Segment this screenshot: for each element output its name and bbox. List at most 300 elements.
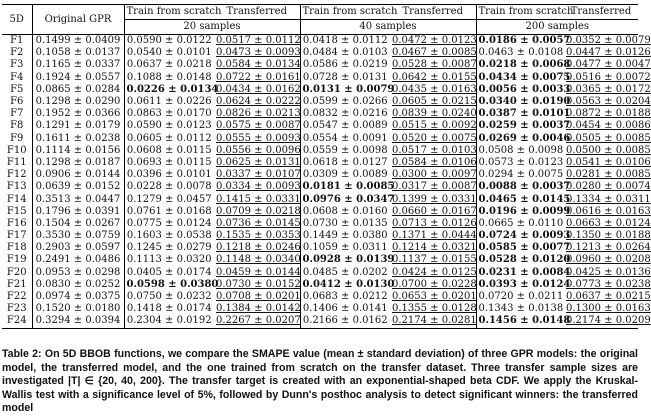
transferred-20-cell bbox=[214, 242, 300, 254]
smape-value: 0.0334 ± 0.0093 bbox=[216, 181, 301, 193]
transferred-200-cell bbox=[564, 181, 651, 193]
scratch-40-cell bbox=[300, 230, 390, 242]
transferred-200-cell bbox=[564, 217, 651, 230]
scratch-200-cell bbox=[476, 35, 571, 48]
scratch-20-cell bbox=[124, 108, 214, 120]
transferred-20-cell bbox=[214, 279, 300, 291]
smape-value: 0.0269 ± 0.0046 bbox=[478, 132, 571, 144]
scratch-20-cell bbox=[124, 291, 214, 303]
transferred-40-cell bbox=[390, 242, 476, 254]
smape-value: 0.0434 ± 0.0162 bbox=[216, 83, 301, 95]
smape-value: 0.0976 ± 0.0347 bbox=[302, 193, 395, 205]
transferred-200-cell bbox=[564, 144, 651, 157]
smape-value: 0.0317 ± 0.0087 bbox=[392, 181, 477, 193]
smape-value: 0.0352 ± 0.0079 bbox=[566, 35, 651, 47]
scratch-200-cell bbox=[476, 169, 564, 181]
transferred-20-cell bbox=[214, 72, 300, 84]
transferred-40-cell bbox=[390, 47, 476, 59]
transferred-200-cell bbox=[564, 120, 651, 132]
table-row bbox=[2, 133, 638, 145]
smape-value: 0.0653 ± 0.0201 bbox=[392, 291, 477, 303]
smape-value: 0.1371 ± 0.0444 bbox=[392, 230, 477, 242]
smape-value: 0.0231 ± 0.0084 bbox=[478, 266, 571, 278]
transferred-20-cell bbox=[214, 84, 300, 96]
smape-value: 0.0556 ± 0.0096 bbox=[216, 144, 301, 156]
smape-value: 0.0228 ± 0.0078 bbox=[126, 181, 212, 193]
scratch-200-cell bbox=[476, 266, 571, 279]
scratch-40-cell bbox=[300, 181, 395, 193]
transferred-200-cell bbox=[564, 83, 651, 96]
table-row bbox=[2, 291, 638, 303]
smape-value: 0.0584 ± 0.0134 bbox=[216, 59, 301, 71]
transferred-200-cell bbox=[564, 169, 651, 181]
scratch-200-cell bbox=[476, 132, 571, 145]
group-40-samples: 40 samples bbox=[300, 20, 476, 35]
function-label: F1 bbox=[10, 35, 24, 47]
smape-value: 0.0616 ± 0.0163 bbox=[566, 205, 651, 217]
scratch-header-20: Train from scratch bbox=[124, 5, 214, 20]
smape-value: 0.0660 ± 0.0167 bbox=[392, 205, 477, 217]
smape-value: 0.1355 ± 0.0128 bbox=[392, 303, 477, 315]
table-row bbox=[2, 84, 638, 96]
transferred-20-cell bbox=[214, 120, 300, 132]
scratch-40-cell bbox=[300, 72, 390, 84]
smape-value: 0.0259 ± 0.0037 bbox=[478, 120, 571, 132]
smape-value: 0.1399 ± 0.0331 bbox=[392, 193, 477, 205]
table-row bbox=[2, 181, 638, 193]
table-caption: Table 2: On 5D BBOB functions, we compare the SMAPE value (mean ± standard deviation) of three GPR models: the original model, the transferred model, and the one trained from scratch on the transfer dataset. Three transfer sample sizes are investigated |T| ∈ {20, 40, 200}. The transfer target is created with an exponential-shaped beta CDF. We apply the Kruskal-Wallis test with a significance level of 5%, followed by Dunn's posthoc analysis to detect significant winners: the transferred model bbox=[2, 348, 638, 414]
function-label: F17 bbox=[6, 230, 27, 242]
transferred-20-cell bbox=[214, 47, 300, 59]
smape-value: 0.0473 ± 0.0093 bbox=[216, 47, 301, 59]
smape-value: 0.1456 ± 0.0148 bbox=[478, 315, 571, 327]
smape-value: 0.1415 ± 0.0331 bbox=[216, 193, 301, 205]
original-gpr-cell: 0.3530 ± 0.0759 bbox=[32, 230, 124, 242]
transferred-200-cell bbox=[564, 303, 651, 315]
original-gpr-cell: 0.1611 ± 0.0238 bbox=[32, 133, 124, 145]
scratch-20-cell bbox=[124, 169, 214, 181]
smape-value: 0.0196 ± 0.0099 bbox=[478, 205, 571, 217]
smape-value: 0.0724 ± 0.0093 bbox=[478, 230, 571, 242]
scratch-40-cell bbox=[300, 193, 395, 205]
smape-value: 0.0337 ± 0.0107 bbox=[216, 169, 301, 181]
function-label: F7 bbox=[10, 108, 24, 120]
original-gpr-cell: 0.1952 ± 0.0366 bbox=[32, 108, 124, 120]
smape-value: 0.1406 ± 0.0141 bbox=[302, 303, 388, 315]
smape-value: 0.1603 ± 0.0538 bbox=[126, 230, 212, 242]
smape-value: 0.0608 ± 0.0160 bbox=[302, 205, 388, 217]
scratch-200-cell bbox=[476, 108, 571, 120]
scratch-20-cell bbox=[124, 181, 214, 193]
transferred-20-cell bbox=[214, 35, 300, 48]
original-gpr-cell: 0.1520 ± 0.0180 bbox=[32, 303, 124, 315]
transferred-200-cell bbox=[564, 291, 651, 303]
smape-value: 0.0730 ± 0.0152 bbox=[216, 278, 301, 290]
smape-value: 0.0365 ± 0.0172 bbox=[566, 83, 651, 95]
smape-value: 0.1148 ± 0.0340 bbox=[216, 254, 301, 266]
smape-value: 0.0736 ± 0.0145 bbox=[216, 217, 301, 229]
smape-value: 0.0540 ± 0.0101 bbox=[126, 47, 212, 59]
smape-value: 0.0554 ± 0.0091 bbox=[302, 132, 388, 144]
transferred-200-cell bbox=[564, 266, 651, 279]
smape-value: 0.0750 ± 0.0232 bbox=[126, 291, 212, 303]
table-row bbox=[2, 193, 638, 205]
smape-value: 0.0294 ± 0.0075 bbox=[478, 169, 564, 181]
table-body bbox=[2, 35, 651, 329]
smape-value: 0.0872 ± 0.0188 bbox=[566, 108, 651, 120]
smape-value: 0.0624 ± 0.0222 bbox=[216, 96, 301, 108]
scratch-20-cell bbox=[124, 303, 214, 315]
function-label: F12 bbox=[6, 169, 27, 181]
smape-value: 0.0309 ± 0.0089 bbox=[302, 169, 388, 181]
original-gpr-cell: 0.3513 ± 0.0447 bbox=[32, 193, 124, 205]
smape-value: 0.0605 ± 0.0215 bbox=[392, 96, 477, 108]
transferred-40-cell bbox=[390, 218, 476, 230]
smape-value: 0.0425 ± 0.0136 bbox=[566, 266, 651, 278]
transferred-200-cell bbox=[564, 205, 651, 218]
original-gpr-cell: 0.1298 ± 0.0187 bbox=[32, 157, 124, 169]
scratch-40-cell bbox=[300, 47, 390, 59]
transferred-20-cell bbox=[214, 206, 300, 218]
original-gpr-cell: 0.1058 ± 0.0137 bbox=[32, 47, 124, 59]
scratch-200-cell bbox=[476, 218, 564, 230]
scratch-20-cell bbox=[124, 59, 214, 71]
transferred-200-cell bbox=[564, 315, 651, 328]
transferred-20-cell bbox=[214, 108, 300, 120]
transferred-20-cell bbox=[214, 193, 300, 205]
scratch-200-cell bbox=[476, 157, 564, 169]
smape-value: 0.0713 ± 0.0126 bbox=[392, 217, 477, 229]
smape-value: 0.0463 ± 0.0108 bbox=[478, 47, 564, 59]
function-label: F14 bbox=[6, 193, 27, 205]
scratch-200-cell bbox=[476, 96, 571, 108]
function-label: F3 bbox=[10, 59, 24, 71]
transferred-200-cell bbox=[564, 278, 651, 291]
smape-value: 0.0728 ± 0.0131 bbox=[302, 71, 388, 83]
smape-value: 0.0730 ± 0.0135 bbox=[302, 217, 388, 229]
original-gpr-cell: 0.1165 ± 0.0337 bbox=[32, 59, 124, 71]
smape-value: 0.0484 ± 0.0103 bbox=[302, 47, 388, 59]
smape-value: 0.0839 ± 0.0240 bbox=[392, 108, 477, 120]
smape-value: 0.0505 ± 0.0085 bbox=[566, 132, 651, 144]
smape-value: 0.0700 ± 0.0228 bbox=[392, 278, 477, 290]
transferred-40-cell bbox=[390, 230, 476, 242]
smape-value: 0.2267 ± 0.0207 bbox=[216, 315, 301, 327]
original-gpr-cell: 0.0639 ± 0.0152 bbox=[32, 181, 124, 193]
smape-value: 0.0547 ± 0.0089 bbox=[302, 120, 388, 132]
scratch-200-cell bbox=[476, 47, 564, 59]
table-row bbox=[2, 169, 638, 181]
smape-value: 0.0412 ± 0.0130 bbox=[302, 278, 395, 290]
scratch-20-cell bbox=[124, 133, 214, 145]
original-gpr-cell: 0.3294 ± 0.0394 bbox=[32, 315, 124, 328]
smape-value: 0.1535 ± 0.0353 bbox=[216, 230, 301, 242]
scratch-20-cell bbox=[124, 218, 214, 230]
function-label: F8 bbox=[10, 120, 24, 132]
scratch-200-cell bbox=[476, 181, 571, 193]
scratch-200-cell bbox=[476, 303, 564, 315]
transferred-20-cell bbox=[214, 169, 300, 181]
smape-value: 0.0708 ± 0.0201 bbox=[216, 291, 301, 303]
smape-value: 0.0387 ± 0.0101 bbox=[478, 108, 571, 120]
group-20-samples: 20 samples bbox=[124, 20, 300, 35]
smape-value: 0.0826 ± 0.0213 bbox=[216, 108, 301, 120]
smape-value: 0.0832 ± 0.0216 bbox=[302, 108, 388, 120]
smape-value: 0.2166 ± 0.0162 bbox=[302, 315, 388, 327]
transferred-40-cell bbox=[390, 303, 476, 315]
smape-value: 0.0477 ± 0.0047 bbox=[566, 59, 651, 71]
transferred-40-cell bbox=[390, 35, 476, 48]
function-label: F4 bbox=[10, 71, 24, 83]
scratch-20-cell bbox=[124, 145, 214, 157]
original-gpr-cell: 0.1504 ± 0.0267 bbox=[32, 218, 124, 230]
smape-value: 0.0434 ± 0.0075 bbox=[478, 71, 571, 83]
function-label: F15 bbox=[6, 205, 27, 217]
smape-value: 0.1418 ± 0.0174 bbox=[126, 303, 212, 315]
transferred-20-cell bbox=[214, 133, 300, 145]
table-row bbox=[2, 218, 638, 230]
scratch-header-200: Train from scratch bbox=[476, 5, 564, 20]
smape-value: 0.0454 ± 0.0086 bbox=[566, 120, 651, 132]
scratch-40-cell bbox=[300, 157, 390, 169]
transferred-40-cell bbox=[390, 315, 476, 328]
scratch-20-cell bbox=[124, 278, 219, 291]
smape-value: 0.0396 ± 0.0101 bbox=[126, 169, 212, 181]
smape-value: 0.1300 ± 0.0163 bbox=[566, 303, 651, 315]
function-label: F20 bbox=[6, 266, 27, 278]
table-row bbox=[2, 108, 638, 120]
smape-value: 0.0517 ± 0.0103 bbox=[392, 144, 477, 156]
scratch-40-cell bbox=[300, 120, 390, 132]
smape-value: 0.0720 ± 0.0211 bbox=[478, 291, 564, 303]
transferred-40-cell bbox=[390, 169, 476, 181]
smape-value: 0.1088 ± 0.0148 bbox=[126, 71, 212, 83]
transferred-200-cell bbox=[564, 132, 651, 145]
transferred-200-cell bbox=[564, 230, 651, 242]
table-row bbox=[2, 303, 638, 315]
group-200-samples: 200 samples bbox=[476, 20, 638, 35]
smape-value: 0.0863 ± 0.0170 bbox=[126, 108, 212, 120]
table-row bbox=[2, 35, 638, 48]
scratch-200-cell bbox=[476, 71, 571, 84]
smape-value: 0.0515 ± 0.0092 bbox=[392, 120, 477, 132]
scratch-40-cell bbox=[300, 254, 395, 266]
smape-value: 0.1334 ± 0.0311 bbox=[566, 193, 651, 205]
smape-value: 0.1343 ± 0.0138 bbox=[478, 303, 564, 315]
smape-value: 0.1384 ± 0.0142 bbox=[216, 303, 301, 315]
smape-value: 0.0773 ± 0.0238 bbox=[566, 278, 651, 290]
function-label: F22 bbox=[6, 291, 27, 303]
transferred-20-cell bbox=[214, 267, 300, 279]
smape-value: 0.0775 ± 0.0124 bbox=[126, 217, 212, 229]
original-gpr-cell: 0.0953 ± 0.0298 bbox=[32, 267, 124, 279]
scratch-20-cell bbox=[124, 47, 214, 59]
smape-value: 0.0131 ± 0.0079 bbox=[302, 83, 395, 95]
transferred-40-cell bbox=[390, 84, 476, 96]
original-gpr-cell: 0.1499 ± 0.0409 bbox=[32, 35, 124, 48]
scratch-200-cell bbox=[476, 83, 571, 96]
smape-value: 0.0300 ± 0.0097 bbox=[392, 169, 477, 181]
scratch-40-cell bbox=[300, 35, 390, 48]
smape-value: 0.0590 ± 0.0122 bbox=[126, 35, 212, 47]
smape-value: 0.0424 ± 0.0125 bbox=[392, 266, 477, 278]
smape-value: 0.1137 ± 0.0155 bbox=[392, 254, 477, 266]
table-row bbox=[2, 47, 638, 59]
original-gpr-cell: 0.1796 ± 0.0391 bbox=[32, 206, 124, 218]
transferred-20-cell bbox=[214, 230, 300, 242]
scratch-20-cell bbox=[124, 254, 214, 266]
scratch-40-cell bbox=[300, 133, 390, 145]
smape-value: 0.0584 ± 0.0106 bbox=[392, 156, 477, 168]
smape-value: 0.0663 ± 0.0124 bbox=[566, 217, 651, 229]
scratch-20-cell bbox=[124, 315, 214, 328]
original-gpr-cell: 0.2903 ± 0.0597 bbox=[32, 242, 124, 254]
transferred-header-200: Transferred bbox=[564, 5, 638, 20]
scratch-20-cell bbox=[124, 83, 219, 96]
transferred-20-cell bbox=[214, 218, 300, 230]
smape-value: 0.0447 ± 0.0126 bbox=[566, 47, 651, 59]
smape-value: 0.0608 ± 0.0115 bbox=[126, 144, 212, 156]
transferred-200-cell bbox=[564, 96, 651, 108]
smape-value: 0.1059 ± 0.0311 bbox=[302, 242, 388, 254]
smape-value: 0.0563 ± 0.0204 bbox=[566, 96, 651, 108]
scratch-20-cell bbox=[124, 120, 214, 132]
transferred-20-cell bbox=[214, 181, 300, 193]
smape-value: 0.0618 ± 0.0127 bbox=[302, 156, 388, 168]
smape-value: 0.0625 ± 0.0131 bbox=[216, 156, 301, 168]
smape-value: 0.0590 ± 0.0123 bbox=[126, 120, 212, 132]
original-gpr-cell: 0.2491 ± 0.0486 bbox=[32, 254, 124, 266]
table-row bbox=[2, 145, 638, 157]
smape-value: 0.0517 ± 0.0112 bbox=[216, 35, 301, 47]
scratch-header-40: Train from scratch bbox=[300, 5, 390, 20]
transferred-header-40: Transferred bbox=[390, 5, 476, 20]
smape-value: 0.0573 ± 0.0123 bbox=[478, 156, 564, 168]
scratch-200-cell bbox=[476, 315, 571, 328]
smape-value: 0.0186 ± 0.0057 bbox=[478, 35, 571, 47]
function-label: F21 bbox=[6, 278, 27, 290]
scratch-40-cell bbox=[300, 96, 390, 108]
transferred-40-cell bbox=[390, 108, 476, 120]
scratch-20-cell bbox=[124, 96, 214, 108]
smape-value: 0.0500 ± 0.0085 bbox=[566, 144, 651, 156]
table-row bbox=[2, 157, 638, 169]
smape-value: 0.0405 ± 0.0174 bbox=[126, 266, 212, 278]
smape-value: 0.0218 ± 0.0068 bbox=[478, 59, 571, 71]
smape-value: 0.0722 ± 0.0161 bbox=[216, 71, 301, 83]
function-label: F9 bbox=[10, 132, 24, 144]
original-gpr-cell: 0.1924 ± 0.0557 bbox=[32, 72, 124, 84]
scratch-40-cell bbox=[300, 218, 390, 230]
smape-value: 0.0637 ± 0.0215 bbox=[566, 291, 651, 303]
transferred-20-cell bbox=[214, 291, 300, 303]
table-row bbox=[2, 72, 638, 84]
transferred-40-cell bbox=[390, 120, 476, 132]
scratch-40-cell bbox=[300, 278, 395, 291]
smape-value: 0.0599 ± 0.0266 bbox=[302, 96, 388, 108]
table-row bbox=[2, 267, 638, 279]
smape-value: 0.1113 ± 0.0320 bbox=[126, 254, 212, 266]
smape-value: 0.0418 ± 0.0112 bbox=[302, 35, 388, 47]
scratch-200-cell bbox=[476, 120, 571, 132]
scratch-200-cell bbox=[476, 278, 571, 291]
transferred-20-cell bbox=[214, 254, 300, 266]
transferred-200-cell bbox=[564, 59, 651, 71]
table-row bbox=[2, 96, 638, 108]
function-label: F19 bbox=[6, 254, 27, 266]
original-gpr-cell: 0.0906 ± 0.0144 bbox=[32, 169, 124, 181]
smape-value: 0.0665 ± 0.0110 bbox=[478, 217, 564, 229]
scratch-20-cell bbox=[124, 35, 214, 48]
table-row bbox=[2, 206, 638, 218]
transferred-40-cell bbox=[390, 193, 476, 205]
smape-value: 0.0435 ± 0.0163 bbox=[392, 83, 477, 95]
scratch-200-cell bbox=[476, 205, 571, 218]
function-label: F23 bbox=[6, 303, 27, 315]
table-row bbox=[2, 315, 638, 328]
scratch-40-cell bbox=[300, 291, 390, 303]
smape-value: 0.0586 ± 0.0219 bbox=[302, 59, 388, 71]
smape-value: 0.2174 ± 0.0281 bbox=[392, 315, 477, 327]
smape-value: 0.0555 ± 0.0093 bbox=[216, 132, 301, 144]
smape-value: 0.0605 ± 0.0112 bbox=[126, 132, 212, 144]
scratch-20-cell bbox=[124, 72, 214, 84]
transferred-40-cell bbox=[390, 145, 476, 157]
function-label: F24 bbox=[2, 315, 32, 328]
transferred-40-cell bbox=[390, 267, 476, 279]
function-label: F10 bbox=[6, 144, 27, 156]
smape-value: 0.1279 ± 0.0457 bbox=[126, 193, 212, 205]
transferred-200-cell bbox=[564, 47, 651, 59]
smape-value: 0.0472 ± 0.0123 bbox=[392, 35, 477, 47]
scratch-20-cell bbox=[124, 206, 214, 218]
transferred-200-cell bbox=[564, 242, 651, 254]
transferred-200-cell bbox=[564, 71, 651, 84]
smape-value: 0.1214 ± 0.0321 bbox=[392, 242, 477, 254]
smape-value: 0.0340 ± 0.0190 bbox=[478, 96, 571, 108]
original-gpr-header: Original GPR bbox=[32, 5, 124, 35]
scratch-200-cell bbox=[476, 291, 564, 303]
smape-value: 0.0693 ± 0.0115 bbox=[126, 156, 212, 168]
smape-value: 0.0467 ± 0.0085 bbox=[392, 47, 477, 59]
transferred-20-cell bbox=[214, 96, 300, 108]
smape-value: 0.0465 ± 0.0145 bbox=[478, 193, 571, 205]
scratch-20-cell bbox=[124, 193, 214, 205]
table-row bbox=[2, 254, 638, 266]
header-row bbox=[2, 5, 638, 20]
smape-value: 0.0559 ± 0.0098 bbox=[302, 144, 388, 156]
smape-value: 0.0960 ± 0.0208 bbox=[566, 254, 651, 266]
scratch-200-cell bbox=[476, 59, 571, 71]
function-label: F5 bbox=[10, 83, 24, 95]
smape-value: 0.1350 ± 0.0188 bbox=[566, 230, 651, 242]
scratch-40-cell bbox=[300, 206, 390, 218]
transferred-200-cell bbox=[564, 156, 651, 169]
smape-value: 0.0585 ± 0.0077 bbox=[478, 242, 571, 254]
scratch-40-cell bbox=[300, 145, 390, 157]
smape-value: 0.0528 ± 0.0087 bbox=[392, 59, 477, 71]
transferred-40-cell bbox=[390, 279, 476, 291]
scratch-40-cell bbox=[300, 267, 390, 279]
smape-value: 0.0393 ± 0.0124 bbox=[478, 278, 571, 290]
smape-value: 0.0541 ± 0.0106 bbox=[566, 156, 651, 168]
smape-value: 0.1218 ± 0.0246 bbox=[216, 242, 301, 254]
transferred-40-cell bbox=[390, 133, 476, 145]
transferred-40-cell bbox=[390, 254, 476, 266]
function-label: F11 bbox=[6, 156, 27, 168]
smape-value: 0.0516 ± 0.0072 bbox=[566, 71, 651, 83]
smape-value: 0.0761 ± 0.0168 bbox=[126, 205, 212, 217]
